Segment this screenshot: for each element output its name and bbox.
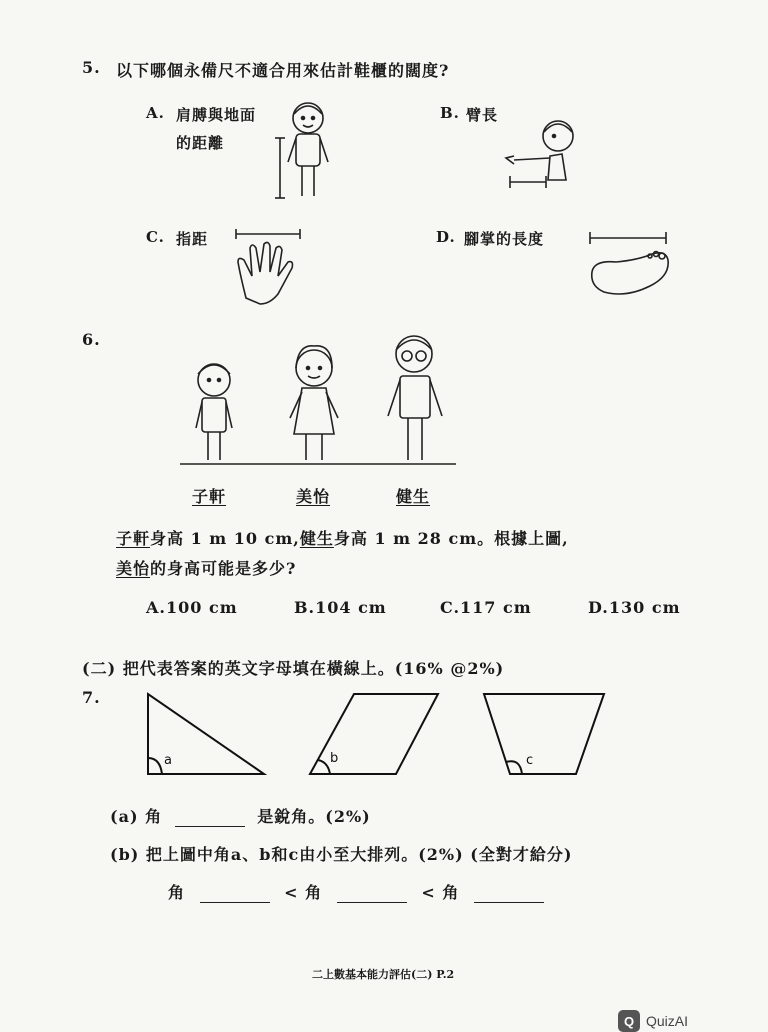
q7-order-blank-2[interactable]	[337, 888, 407, 903]
q5-option-a-letter: A.	[146, 104, 165, 122]
q7-order-word-2: 角	[305, 883, 323, 902]
q7-order-row	[168, 880, 552, 903]
q7-number: 7.	[82, 688, 101, 707]
hand-span-illustration	[232, 226, 312, 306]
q6-line1-text-a: 身高 1 m 10 cm,	[150, 529, 300, 548]
q6-name-2: 美怡	[296, 487, 331, 506]
q6-number: 6.	[82, 330, 101, 349]
q5-option-d-text: 腳掌的長度	[464, 230, 545, 248]
child-shoulder-height-illustration	[270, 96, 340, 206]
quizai-logo-icon: Q	[618, 1010, 640, 1032]
q6-name-3: 健生	[396, 487, 431, 506]
q5-option-b-letter: B.	[440, 104, 460, 122]
q6-sentence-line2	[116, 556, 296, 579]
q7-order-word-1: 角	[168, 883, 186, 902]
q6-line1-text-b: 身高 1 m 28 cm。根據上圖,	[333, 529, 569, 548]
three-children-illustration	[180, 330, 460, 470]
q5-question: 以下哪個永備尺不適合用來估計鞋櫃的闊度?	[116, 61, 450, 80]
q7-a-answer-blank[interactable]	[175, 812, 245, 827]
q7-order-word-3: 角	[442, 883, 460, 902]
q6-option-b: B.104 cm	[294, 598, 387, 617]
q6-line1-name1: 子軒	[116, 529, 151, 548]
q7-less-than-1: <	[284, 883, 299, 902]
quizai-watermark	[618, 1010, 688, 1032]
q6-option-d: D.130 cm	[588, 598, 681, 617]
q7-part-b: (b) 把上圖中角a、b和c由小至大排列。(2%) (全對才給分)	[110, 845, 573, 864]
q5-option-a-text: 肩膊與地面	[176, 106, 257, 124]
angle-b-label: b	[330, 751, 339, 766]
trapezoid-figure	[480, 688, 610, 778]
section-2-heading: (二) 把代表答案的英文字母填在橫線上。(16% @2%)	[82, 659, 505, 678]
q7-less-than-2: <	[421, 883, 436, 902]
q6-line1-name2: 健生	[299, 529, 334, 548]
parallelogram-figure	[304, 688, 444, 778]
q6-option-a: A.100 cm	[146, 598, 238, 617]
q5-option-d-letter: D.	[436, 228, 456, 246]
q7-part-a	[110, 804, 371, 827]
right-triangle-figure	[140, 688, 270, 778]
child-arm-length-illustration	[500, 108, 590, 198]
q5-option-b-text: 臂長	[466, 106, 499, 124]
quizai-label: QuizAI	[646, 1013, 689, 1029]
q6-option-c: C.117 cm	[440, 598, 532, 617]
angle-a-label: a	[164, 753, 172, 768]
q6-sentence-line1	[116, 526, 569, 549]
q5-option-c-letter: C.	[146, 228, 165, 246]
page-footer: 二上數基本能力評估(二) P.2	[312, 968, 455, 981]
q7-a-prefix: (a) 角	[110, 807, 163, 826]
q7-order-blank-1[interactable]	[200, 888, 270, 903]
angle-c-label: c	[526, 753, 534, 768]
q5-option-a-text-2: 的距離	[176, 134, 225, 152]
q6-line2-text: 的身高可能是多少?	[150, 559, 297, 578]
q7-order-blank-3[interactable]	[474, 888, 544, 903]
foot-length-illustration	[586, 226, 676, 306]
q6-name-1: 子軒	[192, 487, 227, 506]
q5-option-c-text: 指距	[176, 230, 209, 248]
q5-number: 5.	[82, 58, 101, 77]
q7-a-suffix: 是銳角。(2%)	[257, 807, 371, 826]
q6-line2-name: 美怡	[116, 559, 151, 578]
